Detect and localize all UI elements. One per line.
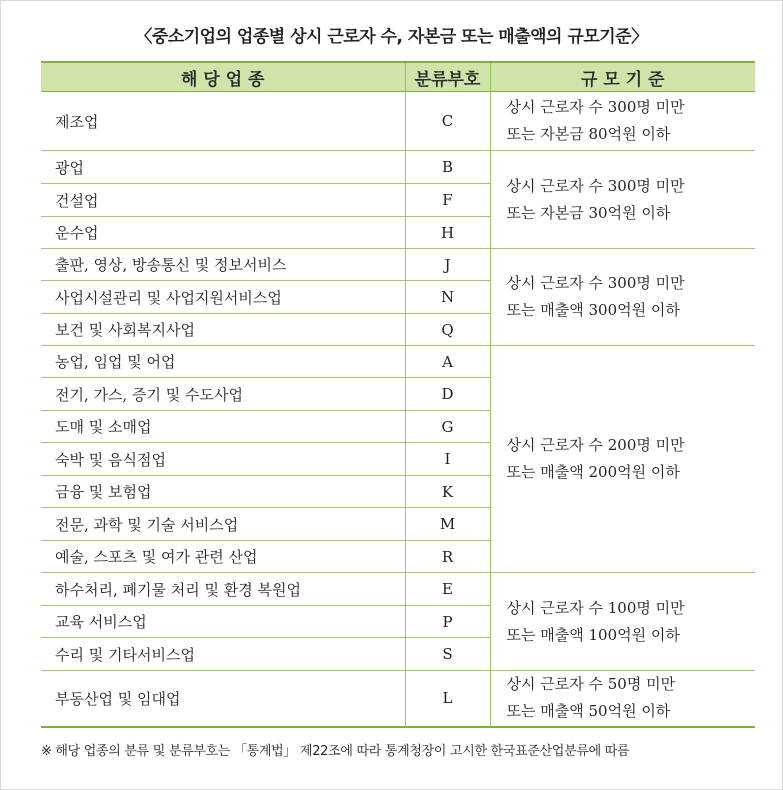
- industry-cell: 농업, 임업 및 어업: [41, 346, 405, 378]
- table-row: [41, 151, 755, 184]
- header-criteria: 규 모 기 준: [490, 62, 755, 92]
- industry-cell: 운수업: [41, 217, 405, 249]
- table-row: [41, 92, 755, 151]
- criteria-cell: [490, 671, 755, 727]
- industry-cell: 하수처리, 폐기물 처리 및 환경 복원업: [41, 573, 405, 606]
- header-industry: 해 당 업 종: [41, 62, 405, 92]
- code-cell: Q: [405, 314, 490, 346]
- code-cell: H: [405, 217, 490, 249]
- criteria-line: 상시 근로자 수 50명 미만: [506, 675, 676, 694]
- industry-cell: 전문, 과학 및 기술 서비스업: [41, 508, 405, 541]
- industry-cell: 금융 및 보험업: [41, 476, 405, 508]
- code-cell: C: [405, 92, 490, 151]
- industry-cell: 출판, 영상, 방송통신 및 정보서비스: [41, 249, 405, 281]
- criteria-line: 상시 근로자 수 300명 미만: [506, 274, 685, 292]
- criteria-cell: [490, 249, 755, 346]
- industry-cell: 예술, 스포츠 및 여가 관련 산업: [41, 541, 405, 573]
- criteria-line: 상시 근로자 수 100명 미만: [506, 598, 685, 617]
- industry-cell: 사업시설관리 및 사업지원서비스업: [41, 281, 405, 314]
- header-row: [41, 62, 755, 92]
- industry-cell: 전기, 가스, 증기 및 수도사업: [41, 378, 405, 411]
- header-code: 분류부호: [405, 62, 490, 92]
- code-cell: B: [405, 151, 490, 184]
- table-row: [41, 573, 755, 606]
- criteria-line: 또는 매출액 200억원 이하: [506, 463, 680, 481]
- criteria-cell: [490, 92, 755, 151]
- industry-cell: 숙박 및 음식점업: [41, 443, 405, 476]
- table-row: [41, 249, 755, 281]
- criteria-line: 또는 자본금 80억원 이하: [506, 125, 671, 143]
- criteria-cell: [490, 151, 755, 249]
- table-row: [41, 346, 755, 378]
- size-criteria-table: [41, 61, 755, 728]
- criteria-cell: [490, 573, 755, 671]
- industry-cell: 건설업: [41, 184, 405, 217]
- criteria-line: 상시 근로자 수 300명 미만: [506, 98, 685, 116]
- code-cell: F: [405, 184, 490, 217]
- industry-cell: 광업: [41, 151, 405, 184]
- code-cell: G: [405, 411, 490, 443]
- table-title: 〈중소기업의 업종별 상시 근로자 수, 자본금 또는 매출액의 규모기준〉: [135, 27, 648, 47]
- criteria-line: 또는 자본금 30억원 이하: [506, 203, 671, 222]
- code-cell: R: [405, 541, 490, 573]
- code-cell: K: [405, 476, 490, 508]
- criteria-line: 또는 매출액 100억원 이하: [506, 625, 680, 644]
- criteria-line: 또는 매출액 50억원 이하: [506, 702, 671, 721]
- table-row: [41, 671, 755, 727]
- code-cell: A: [405, 346, 490, 378]
- code-cell: N: [405, 281, 490, 314]
- criteria-cell: [490, 346, 755, 573]
- code-cell: S: [405, 638, 490, 671]
- footnote: ※ 해당 업종의 분류 및 분류부호는 「통계법」 제22조에 따라 통계청장이 고시한 한국표준산업분류에 따름: [41, 744, 630, 759]
- code-cell: J: [405, 249, 490, 281]
- code-cell: M: [405, 508, 490, 541]
- code-cell: L: [405, 671, 490, 727]
- code-cell: P: [405, 606, 490, 638]
- industry-cell: 부동산업 및 임대업: [41, 671, 405, 727]
- code-cell: D: [405, 378, 490, 411]
- industry-cell: 보건 및 사회복지사업: [41, 314, 405, 346]
- industry-cell: 제조업: [41, 92, 405, 151]
- code-cell: I: [405, 443, 490, 476]
- industry-cell: 수리 및 기타서비스업: [41, 638, 405, 671]
- industry-cell: 도매 및 소매업: [41, 411, 405, 443]
- criteria-line: 상시 근로자 수 200명 미만: [506, 436, 685, 454]
- criteria-line: 또는 매출액 300억원 이하: [506, 301, 680, 319]
- criteria-line: 상시 근로자 수 300명 미만: [506, 176, 685, 195]
- industry-cell: 교육 서비스업: [41, 606, 405, 638]
- code-cell: E: [405, 573, 490, 606]
